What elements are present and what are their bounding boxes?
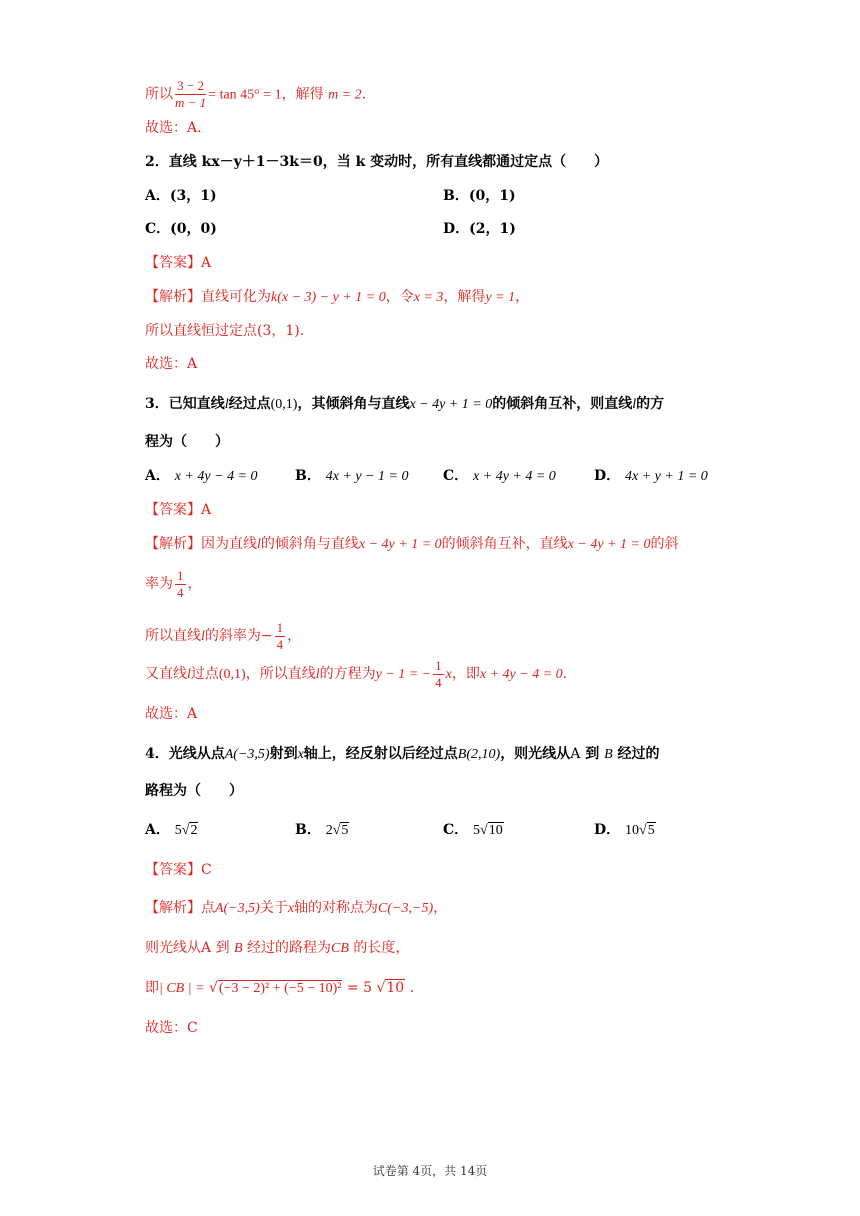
text: 【解析】: [145, 289, 201, 305]
math: 4x + y − 1 = 0: [325, 469, 409, 484]
math: A: [201, 940, 212, 956]
radicand: 5: [341, 823, 349, 838]
math: l: [632, 397, 637, 412]
text: 率为: [145, 576, 173, 592]
math: m = 2: [328, 87, 362, 103]
q4-analysis-line2: [145, 938, 409, 959]
text: 直线可化为: [201, 289, 271, 305]
text: 的斜: [650, 536, 679, 552]
math: B: [234, 941, 243, 956]
text: .: [409, 980, 415, 996]
math: = tan 45° = 1: [208, 87, 282, 103]
fraction: [433, 658, 444, 691]
q2-option-b: B．(0，1): [443, 188, 516, 204]
radicand: 2: [190, 823, 198, 838]
math: 4x + y + 1 = 0: [625, 469, 708, 484]
q4-stem-line2: 路程为（ ）: [145, 783, 243, 799]
text: 【解析】: [145, 900, 201, 916]
q4-option-c: [443, 820, 504, 841]
text: ，解得: [281, 86, 324, 103]
numerator: 3 − 2: [175, 78, 206, 95]
text: 轴的对称点为: [294, 900, 379, 916]
text: 则光线从: [145, 940, 201, 956]
q3-stem-line2: 程为（ ）: [145, 434, 229, 450]
text: 经过的: [617, 746, 660, 762]
text: 因为直线: [201, 536, 257, 552]
text: 关于: [259, 900, 288, 916]
text: 3．已知直线: [145, 396, 225, 412]
label: A．: [145, 468, 170, 484]
math: C(−3,−5): [378, 901, 434, 916]
math: x + 4y + 4 = 0: [473, 469, 556, 484]
q3-option-b: [295, 466, 409, 487]
math: x: [287, 901, 295, 916]
math: l: [187, 667, 191, 682]
denominator: 4: [435, 674, 442, 690]
label: B．: [295, 822, 321, 838]
numerator: 1: [177, 567, 184, 583]
text: .: [562, 666, 568, 682]
label: D．: [594, 468, 621, 484]
text: ，解得: [443, 289, 486, 305]
math: A(−3,5): [215, 901, 260, 916]
radicand: 10: [386, 980, 405, 996]
text: 过点: [190, 666, 219, 682]
q2-option-c: C．(0，0): [145, 221, 217, 237]
math: (0,1): [218, 667, 246, 682]
text: 点: [201, 900, 215, 916]
math: CB: [331, 941, 349, 956]
math: x: [445, 667, 452, 682]
q3-analysis-line2: [145, 566, 202, 602]
label: A．: [145, 822, 170, 838]
q2-answer: 【答案】A: [145, 255, 212, 271]
denominator: 4: [276, 636, 284, 652]
text: 【解析】: [145, 536, 201, 552]
math: (0,1): [270, 397, 298, 412]
text: ，: [515, 289, 530, 305]
text: .: [361, 86, 367, 103]
text: 又直线: [145, 666, 187, 682]
math: x + 4y − 4 = 0: [174, 469, 258, 484]
text: 的倾斜角互补，直线: [441, 536, 568, 552]
q3-option-c: [443, 466, 556, 487]
math: 2√5: [325, 823, 349, 838]
radicand: 5: [647, 823, 655, 838]
text: 到: [215, 940, 230, 956]
text: 的方: [636, 396, 665, 412]
math: l: [224, 397, 229, 412]
math: y − 1 = −: [375, 667, 432, 682]
page-footer: 试卷第 4页，共 14页: [372, 1164, 488, 1178]
q2-analysis-line2: 所以直线恒过定点(3，1).: [145, 323, 305, 339]
numerator: 1: [435, 657, 442, 673]
coef: 2: [325, 823, 333, 838]
math: 5√2: [174, 823, 198, 838]
q3-option-d: [594, 466, 708, 487]
radicand: (−3 − 2)² + (−5 − 10)²: [218, 981, 342, 996]
math: 10√5: [625, 823, 655, 838]
q3-analysis: [145, 534, 678, 555]
text: 轴上，经反射以后经过点: [303, 746, 458, 762]
q2-choose: 故选：A: [145, 356, 198, 372]
text: 的方程为: [319, 666, 376, 682]
text: 的倾斜角与直线: [260, 536, 359, 552]
text: 的斜率为: [204, 628, 261, 644]
math: B: [604, 747, 613, 762]
math: y = 1: [485, 290, 516, 305]
text: 经过的路程为: [247, 940, 332, 956]
q4-option-b: [295, 820, 349, 841]
math: x − 4y + 1 = 0: [358, 537, 442, 552]
numerator: 1: [276, 619, 284, 635]
denominator: m − 1: [175, 95, 207, 110]
math: 5√10: [473, 823, 503, 838]
text: ，所以直线: [245, 666, 316, 682]
math: x − 4y + 1 = 0: [567, 537, 651, 552]
math: x = 3: [413, 290, 444, 305]
q2-analysis: [145, 287, 529, 308]
math: k(x − 3) − y + 1 = 0: [271, 290, 386, 305]
q4-option-d: [594, 820, 656, 841]
text: ，: [433, 900, 448, 916]
fraction: [175, 78, 206, 111]
math: x: [297, 747, 304, 762]
prev-choose: 故选：A.: [145, 120, 202, 136]
coef: 10: [625, 823, 640, 838]
q3-choose: 故选：A: [145, 706, 198, 722]
label: C．: [443, 468, 469, 484]
math: | CB | =: [159, 981, 205, 996]
text: 射到: [269, 746, 298, 762]
q3-analysis-line4: [145, 656, 567, 693]
coef: 5: [473, 823, 481, 838]
text: 所以: [145, 86, 173, 103]
q4-answer: 【答案】C: [145, 862, 212, 878]
text: 即: [145, 980, 159, 996]
label: C．: [443, 822, 469, 838]
q4-analysis: [145, 898, 447, 919]
text: 的倾斜角互补，则直线: [492, 396, 633, 412]
text: 所以直线: [145, 628, 201, 644]
math: l: [315, 667, 320, 682]
label: B．: [295, 468, 321, 484]
coef: 5: [174, 823, 182, 838]
math: A(−3,5): [224, 747, 270, 762]
q3-stem: [145, 394, 664, 415]
q3-analysis-line3: [145, 618, 301, 655]
prev-solution-line: [145, 78, 366, 111]
text: 4．光线从点: [145, 746, 225, 762]
text: 经过点: [228, 396, 271, 412]
denominator: 4: [177, 584, 184, 600]
math: −: [260, 628, 273, 644]
q3-answer: 【答案】A: [145, 502, 212, 518]
math: l: [257, 537, 261, 552]
math: A: [570, 746, 581, 762]
fraction: [175, 568, 186, 601]
text: ，其倾斜角与直线: [297, 396, 410, 412]
q2-stem: 2．直线 kx－y＋1－3k＝0，当 k 变动时，所有直线都通过定点（ ）: [145, 154, 609, 170]
math: x + 4y − 4 = 0: [479, 667, 563, 682]
q4-choose: 故选：C: [145, 1020, 198, 1036]
fraction: [275, 620, 286, 653]
q4-option-a: [145, 820, 198, 841]
math: B(2,10): [457, 747, 501, 762]
text: 到: [585, 746, 600, 762]
text: ，: [187, 576, 202, 592]
label: D．: [594, 822, 621, 838]
text: ，: [287, 628, 302, 644]
math: l: [201, 629, 205, 644]
text: 的长度，: [353, 940, 410, 956]
radicand: 10: [488, 823, 503, 838]
text: ，令: [385, 289, 414, 305]
math: x − 4y + 1 = 0: [409, 397, 493, 412]
q2-option-d: D．(2，1): [443, 221, 516, 237]
q2-option-a: A．(3，1): [145, 188, 217, 204]
q3-option-a: [145, 466, 258, 487]
q4-stem: [145, 744, 660, 765]
text: ，即: [451, 666, 480, 682]
q4-analysis-line3: 即| CB | = √(−3 − 2)² + (−5 − 10)² = 5 √10 .: [145, 980, 415, 996]
text: ，则光线从: [500, 746, 571, 762]
math: = 5: [346, 980, 372, 996]
